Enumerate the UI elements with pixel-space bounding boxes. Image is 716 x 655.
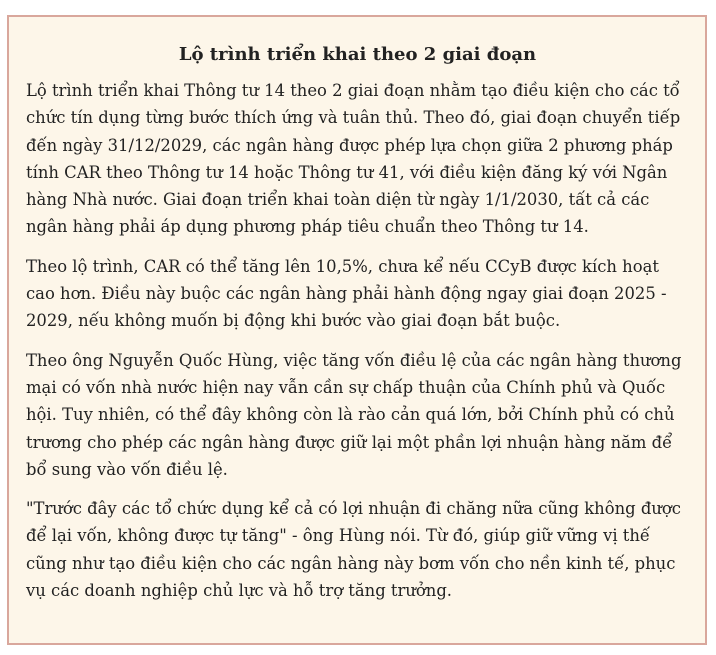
article-paragraph: Theo ông Nguyễn Quốc Hùng, việc tăng vốn điều lệ của các ngân hàng thương mại có vốn nhà nước hiện nay vẫn cần sự chấp thuận của Chính phủ và Quốc hội. Tuy nhiên, có thể đây không còn là rào cản quá lớn, bởi Chính phủ có chủ trương cho phép các ngân hàng được giữ lại một phần lợi nhuận hàng năm để bổ sung vào vốn điều lệ. <box>26 350 682 479</box>
article-title: Lộ trình triển khai theo 2 giai đoạn <box>178 44 537 65</box>
article-box <box>7 15 707 645</box>
article-paragraph: Theo lộ trình, CAR có thể tăng lên 10,5%, chưa kể nếu CCyB được kích hoạt cao hơn. Điều này buộc các ngân hàng phải hành động ngay giai đoạn 2025 - 2029, nếu không muốn bị động khi bước vào giai đoạn bắt buộc. <box>26 256 667 331</box>
article-paragraph: "Trước đây các tổ chức dụng kể cả có lợi nhuận đi chăng nữa cũng không được để lại vốn, không được tự tăng" - ông Hùng nói. Từ đó, giúp giữ vững vị thế cũng như tạo điều kiện cho các ngân hàng này bơm vốn cho nền kinh tế, phục vụ các doanh nghiệp chủ lực và hỗ trợ tăng trưởng. <box>26 499 681 601</box>
article-paragraph: Lộ trình triển khai Thông tư 14 theo 2 giai đoạn nhằm tạo điều kiện cho các tổ chức tín dụng từng bước thích ứng và tuân thủ. Theo đó, giai đoạn chuyển tiếp đến ngày 31/12/2029, các ngân hàng được phép lựa chọn giữa 2 phương pháp tính CAR theo Thông tư 14 hoặc Thông tư 41, với điều kiện đăng ký với Ngân hàng Nhà nước. Giai đoạn triển khai toàn diện từ ngày 1/1/2030, tất cả các ngân hàng phải áp dụng phương pháp tiêu chuẩn theo Thông tư 14. <box>26 81 681 237</box>
